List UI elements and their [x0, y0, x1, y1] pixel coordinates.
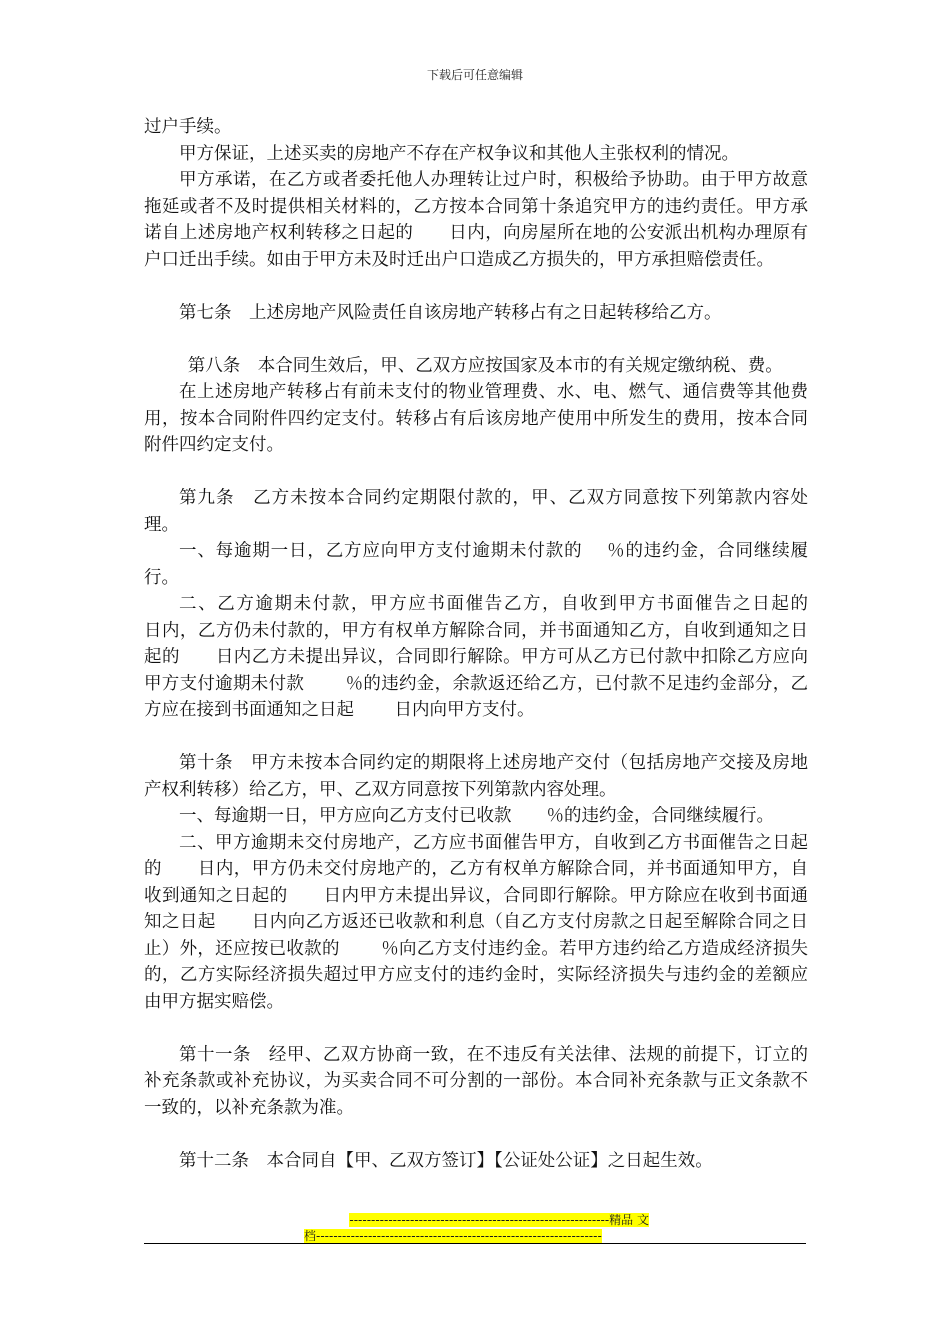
paragraph-seller-promise: 甲方承诺，在乙方或者委托他人办理转让过户时，积极给予协助。由于甲方故意拖延或者不及时提供相关材料的，乙方按本合同第十条追究甲方的违约责任。甲方承诺自上述房地产权利转移之日起的 日内，向房屋所在地的公安派出机构办理原有户口迁出手续。如由于甲方未及时迁出户口造成乙方损失的，甲方承担赔偿责任。 — [144, 170, 808, 270]
spacer — [144, 724, 808, 751]
footer-line-2: 档------------------------------------------------------------------ — [304, 1229, 602, 1243]
article-8-fees: 在上述房地产转移占有前未支付的物业管理费、水、电、燃气、通信费等其他费用，按本合同附件四约定支付。转移占有后该房地产使用中所发生的费用，按本合同附件四约定支付。 — [144, 382, 808, 455]
footer-watermark — [304, 1212, 649, 1244]
article-8: 第八条 本合同生效后，甲、乙双方应按国家及本市的有关规定缴纳税、费。 — [187, 355, 783, 376]
article-12: 第十二条 本合同自【甲、乙双方签订】【公证处公证】之日起生效。 — [179, 1150, 713, 1171]
article-9-item-1: 一、每逾期一日，乙方应向甲方支付逾期未付款的 ％的违约金，合同继续履行。 — [144, 541, 808, 588]
spacer — [144, 1121, 808, 1148]
paragraph-seller-guarantee: 甲方保证，上述买卖的房地产不存在产权争议和其他人主张权利的情况。 — [179, 143, 739, 164]
spacer — [144, 273, 808, 300]
spacer — [144, 459, 808, 486]
paragraph-transfer-end: 过户手续。 — [144, 117, 232, 137]
footer-line-1: ------------------------------------------------------------精品 文 — [349, 1213, 649, 1227]
article-9-item-2: 二、乙方逾期未付款，甲方应书面催告乙方，自收到甲方书面催告之日起的 日内，乙方仍未付款的，甲方有权单方解除合同，并书面通知乙方，自收到通知之日起的 日内乙方未提出异议，合同即行解除。甲方可从乙方已付款中扣除乙方应向甲方支付逾期未付款 ％的违约金，余款返还给乙方，已付款不足违约金部分，乙方应在接到书面通知之日起 日内向甲方支付。 — [144, 594, 843, 720]
article-7: 第七条 上述房地产风险责任自该房地产转移占有之日起转移给乙方。 — [179, 302, 722, 323]
article-10: 第十条 甲方未按本合同约定的期限将上述房地产交付（包括房地产交接及房地产权利转移）给乙方，甲、乙双方同意按下列第款内容处理。 — [144, 753, 808, 800]
page-header: 下载后可任意编辑 — [426, 68, 523, 82]
article-9: 第九条 乙方未按本合同约定期限付款的，甲、乙双方同意按下列第款内容处理。 — [144, 488, 808, 535]
spacer — [144, 326, 808, 353]
article-11: 第十一条 经甲、乙双方协商一致，在不违反有关法律、法规的前提下，订立的补充条款或补充协议，为买卖合同不可分割的一部份。本合同补充条款与正文条款不一致的，以补充条款为准。 — [144, 1044, 808, 1118]
article-10-item-1: 一、每逾期一日，甲方应向乙方支付已收款 ％的违约金，合同继续履行。 — [179, 806, 774, 826]
spacer — [144, 1015, 808, 1042]
article-10-item-2: 二、甲方逾期未交付房地产，乙方应书面催告甲方，自收到乙方书面催告之日起的 日内，甲方仍未交付房地产的，乙方有权单方解除合同，并书面通知甲方，自收到通知之日起的 日内甲方未提出异议，合同即行解除。甲方除应在收到书面通知之日起 日内向乙方返还已收款和利息（自乙方支付房款之日起至解除合同之日止）外，还应按已收款的 ％向乙方支付违约金。若甲方违约给乙方造成经济损失的，乙方实际经济损失超过甲方应支付的违约金时，实际经济损失与违约金的差额应由甲方据实赔偿。 — [144, 832, 808, 1012]
footer-rule — [144, 1243, 806, 1244]
document-body — [144, 114, 843, 1174]
